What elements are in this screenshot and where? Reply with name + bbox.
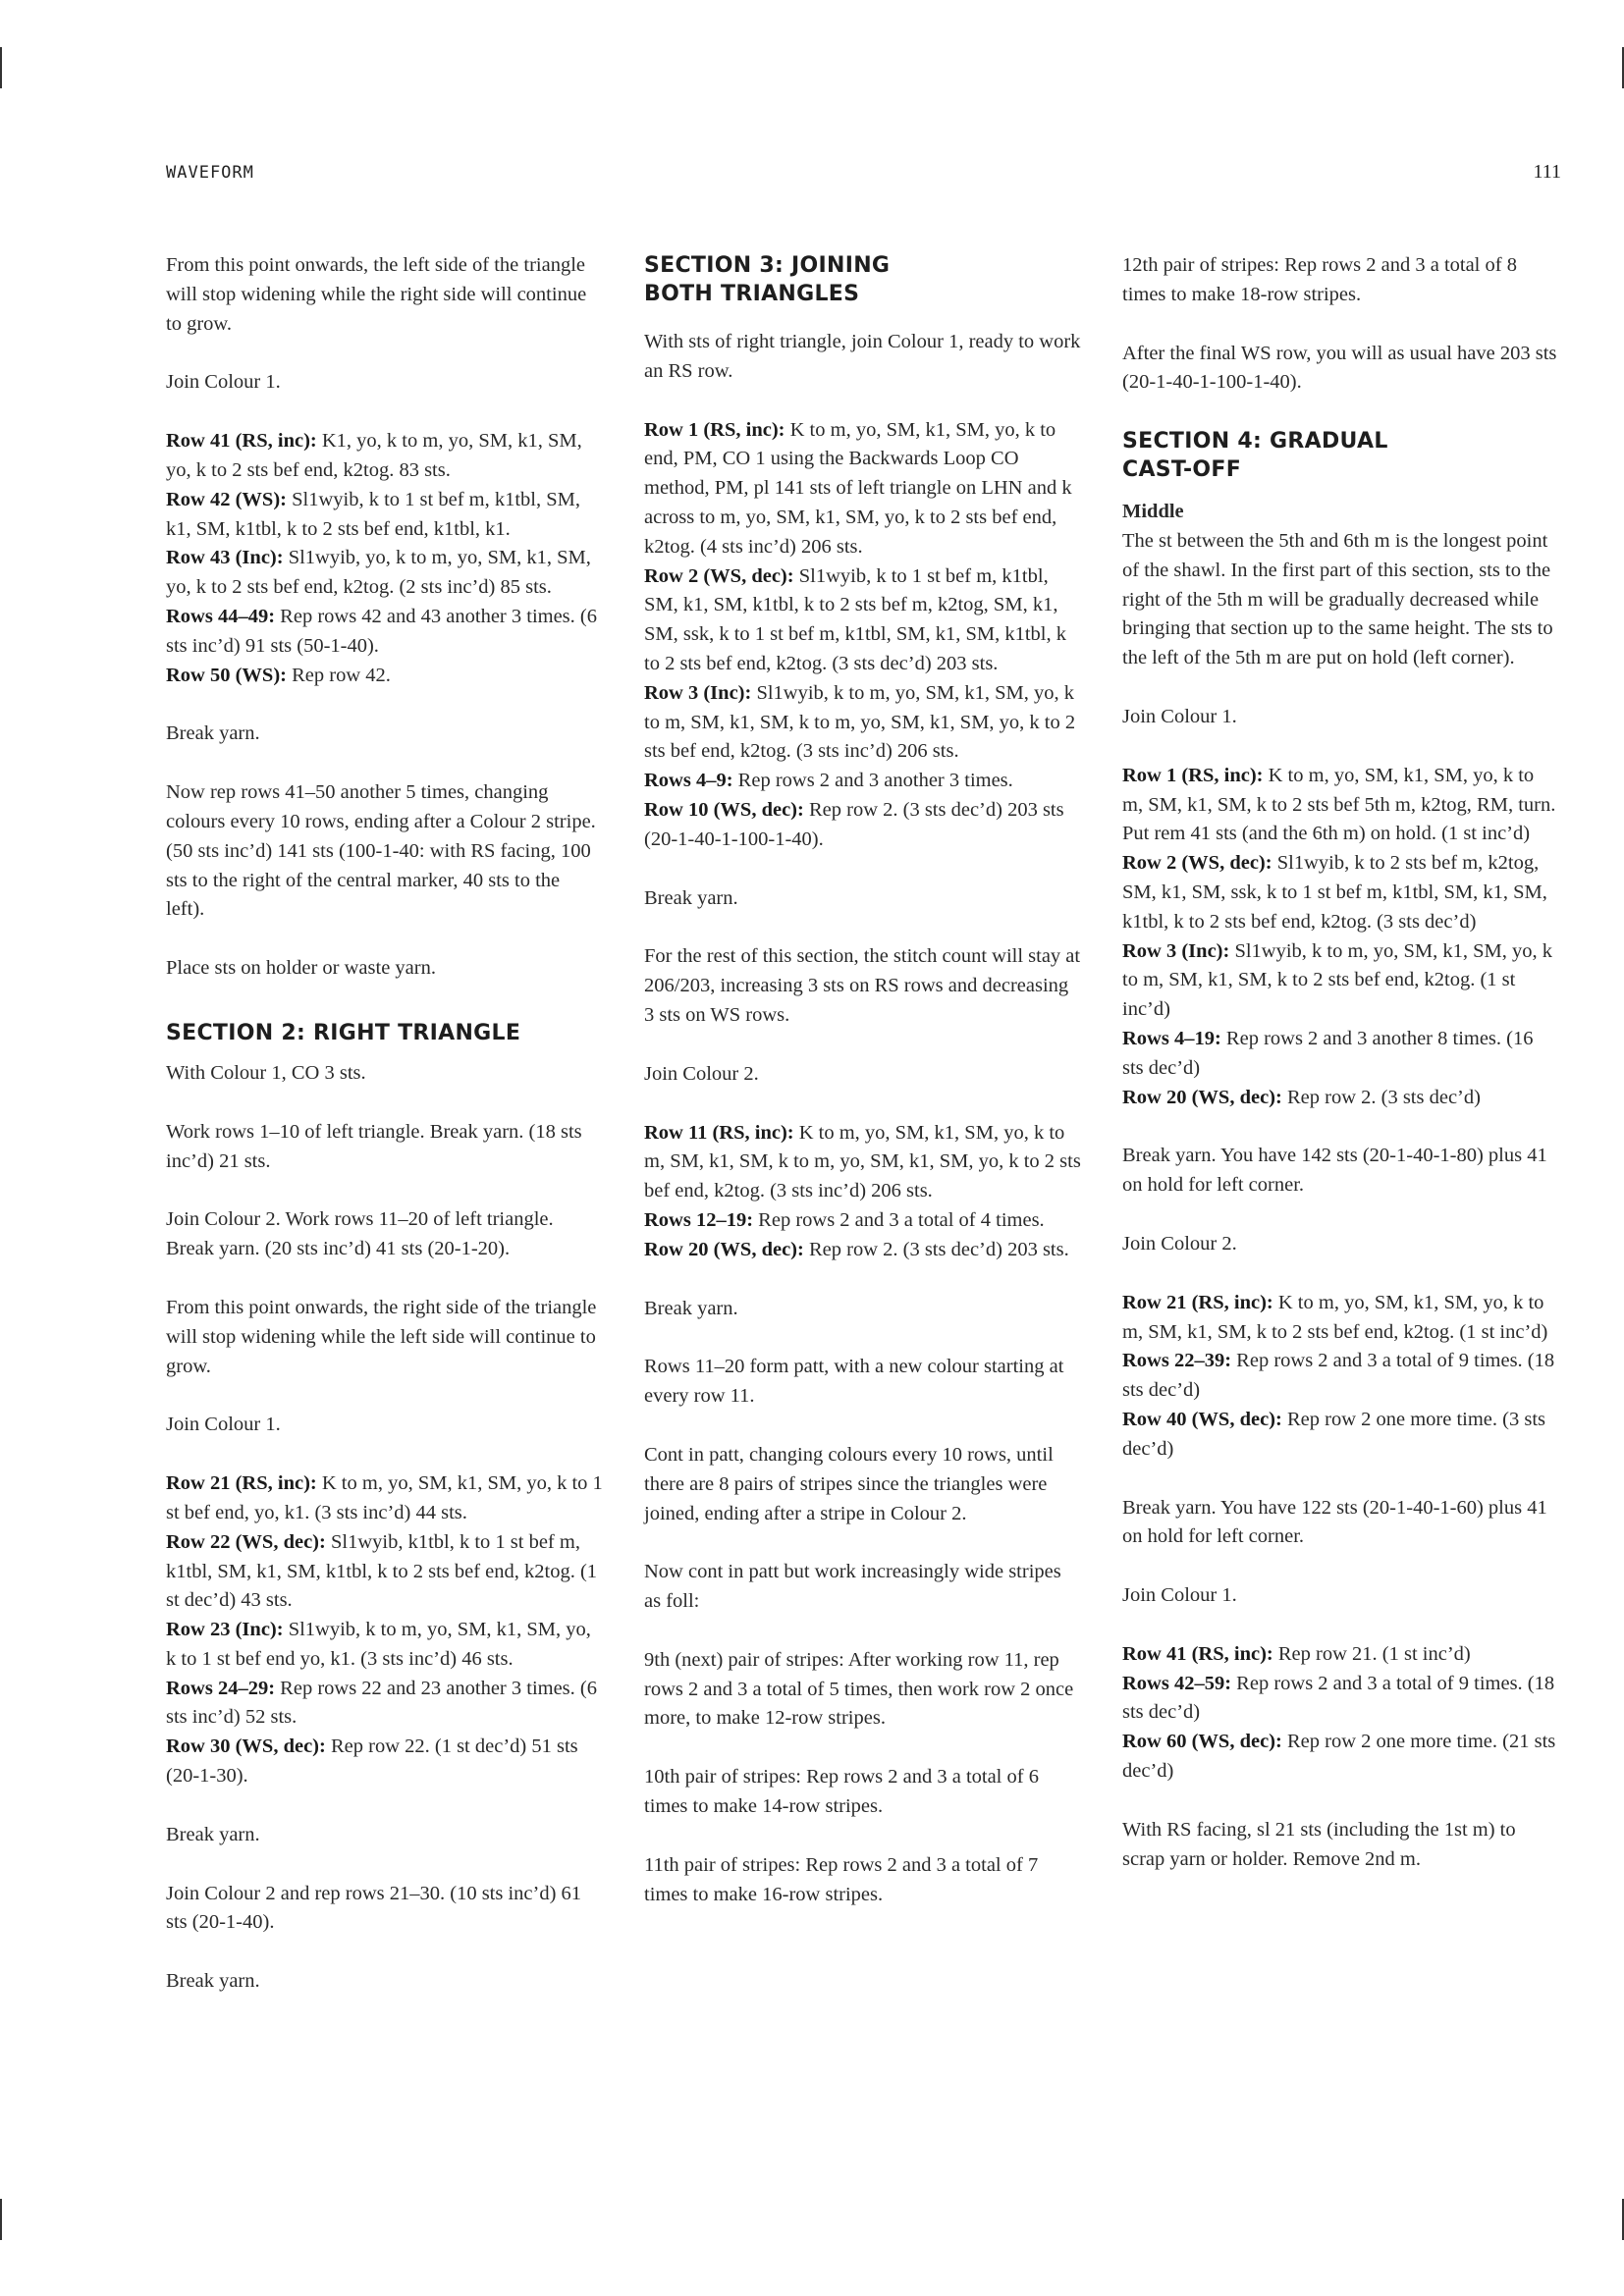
crop-mark-bottom-left: [0, 2199, 2, 2240]
paragraph: From this point onwards, the right side of the triangle will stop widening while the left side will continue to grow.: [166, 1296, 597, 1377]
column-2: [644, 251, 1081, 1939]
row-instructions: [166, 1469, 603, 1791]
paragraph: Break yarn. You have 142 sts (20-1-40-1-80) plus 41 on hold for left corner.: [1122, 1145, 1547, 1197]
instruction-row: Row 1 (RS, inc): K to m, yo, SM, k1, SM, yo, k to end, PM, CO 1 using the Backwards Loop CO method, PM, pl 141 sts of left triangle on LHN and k across to m, yo, SM, k1, SM, yo, k to 2 sts bef end, k2tog. (4 sts inc’d) 206 sts.: [644, 418, 1072, 558]
paragraph: Join Colour 2. Work rows 11–20 of left triangle. Break yarn. (20 sts inc’d) 41 sts (20-1-20).: [166, 1208, 554, 1260]
paragraph: Join Colour 1.: [166, 1414, 281, 1436]
paragraph: Cont in patt, changing colours every 10 rows, until there are 8 pairs of stripes since the triangles were joined, ending after a stripe in Colour 2.: [644, 1443, 1054, 1524]
instruction-row: Row 2 (WS, dec): Sl1wyib, k to 2 sts bef m, k2tog, SM, k1, SM, ssk, k to 1 st bef m, k1tbl, SM, k1, SM, k1tbl, k to 2 sts bef end, k2tog. (3 sts dec’d): [1122, 852, 1547, 933]
paragraph: Join Colour 2.: [644, 1062, 759, 1085]
instruction-row: Row 20 (WS, dec): Rep row 2. (3 sts dec’d) 203 sts.: [644, 1238, 1069, 1260]
paragraph: Place sts on holder or waste yarn.: [166, 957, 436, 980]
paragraph: Work rows 1–10 of left triangle. Break yarn. (18 sts inc’d) 21 sts.: [166, 1120, 582, 1172]
instruction-row: Row 11 (RS, inc): K to m, yo, SM, k1, SM, yo, k to m, SM, k1, SM, k to m, yo, SM, k1, SM, yo, k to 2 sts bef end, k2tog. (3 sts inc’d) 206 sts.: [644, 1121, 1081, 1202]
instruction-row: Rows 42–59: Rep rows 2 and 3 a total of 9 times. (18 sts dec’d): [1122, 1672, 1555, 1724]
paragraph: The st between the 5th and 6th m is the longest point of the shawl. In the first part of this section, sts to the right of the 5th m will be gradually decreased while bringing that section up to the same height. The sts to the left of the 5th m are put on hold (left corner).: [1122, 529, 1553, 669]
row-instructions: [644, 416, 1081, 855]
paragraph: 11th pair of stripes: Rep rows 2 and 3 a total of 7 times to make 16-row stripes.: [644, 1853, 1039, 1905]
paragraph: With RS facing, sl 21 sts (including the 1st m) to scrap yarn or holder. Remove 2nd m.: [1122, 1818, 1516, 1870]
instruction-row: Row 60 (WS, dec): Rep row 2 one more time. (21 sts dec’d): [1122, 1731, 1556, 1783]
page-number: 111: [1533, 161, 1561, 183]
instruction-row: Row 1 (RS, inc): K to m, yo, SM, k1, SM, yo, k to m, SM, k1, SM, k to 2 sts bef 5th m, k2tog, RM, turn. Put rem 41 sts (and the 6th m) on hold. (1 st inc’d): [1122, 764, 1556, 845]
row-instructions: [644, 1119, 1081, 1265]
instruction-row: Row 20 (WS, dec): Rep row 2. (3 sts dec’d): [1122, 1086, 1481, 1108]
instruction-row: Row 50 (WS): Rep row 42.: [166, 664, 391, 686]
row-instructions: [1122, 1289, 1559, 1465]
instruction-row: Rows 4–19: Rep rows 2 and 3 another 8 times. (16 sts dec’d): [1122, 1027, 1534, 1079]
paragraph: 10th pair of stripes: Rep rows 2 and 3 a total of 6 times to make 14-row stripes.: [644, 1766, 1039, 1818]
instruction-row: Row 41 (RS, inc): Rep row 21. (1 st inc’d): [1122, 1642, 1471, 1665]
paragraph: With Colour 1, CO 3 sts.: [166, 1061, 366, 1084]
paragraph: After the final WS row, you will as usual have 203 sts (20-1-40-1-100-1-40).: [1122, 342, 1557, 394]
paragraph: Join Colour 1.: [1122, 1584, 1237, 1607]
paragraph: Join Colour 1.: [1122, 705, 1237, 727]
instruction-row: Rows 44–49: Rep rows 42 and 43 another 3 times. (6 sts inc’d) 91 sts (50-1-40).: [166, 605, 597, 657]
paragraph: Break yarn.: [166, 722, 260, 745]
paragraph: Break yarn.: [166, 1970, 260, 1993]
paragraph: Now cont in patt but work increasingly wide stripes as foll:: [644, 1561, 1061, 1613]
instruction-row: Row 3 (Inc): Sl1wyib, k to m, yo, SM, k1, SM, yo, k to m, SM, k1, SM, k to m, yo, SM, k1, SM, yo, k to 2 sts bef end, k2tog. (3 sts inc’d) 206 sts.: [644, 681, 1076, 763]
paragraph: With sts of right triangle, join Colour 1, ready to work an RS row.: [644, 331, 1081, 382]
instruction-row: Rows 4–9: Rep rows 2 and 3 another 3 times.: [644, 770, 1013, 792]
instruction-row: Row 30 (WS, dec): Rep row 22. (1 st dec’d) 51 sts (20-1-30).: [166, 1735, 578, 1788]
instruction-row: Rows 24–29: Rep rows 22 and 23 another 3 times. (6 sts inc’d) 52 sts.: [166, 1677, 597, 1729]
instruction-row: Row 3 (Inc): Sl1wyib, k to m, yo, SM, k1, SM, yo, k to m, SM, k1, SM, k to 2 sts bef end, k2tog. (1 st inc’d): [1122, 939, 1552, 1021]
instruction-row: Row 43 (Inc): Sl1wyib, yo, k to m, yo, SM, k1, SM, yo, k to 2 sts bef end, k2tog. (2 sts inc’d) 85 sts.: [166, 547, 591, 599]
paragraph: Rows 11–20 form patt, with a new colour starting at every row 11.: [644, 1356, 1064, 1408]
section-heading: SECTION 2: RIGHT TRIANGLE: [166, 1020, 521, 1045]
crop-mark-top-left: [0, 47, 2, 88]
instruction-row: Rows 22–39: Rep rows 2 and 3 a total of 9 times. (18 sts dec’d): [1122, 1350, 1555, 1402]
subheading-middle: Middle: [1122, 501, 1184, 523]
row-instructions: [166, 427, 603, 690]
instruction-row: Row 2 (WS, dec): Sl1wyib, k to 1 st bef m, k1tbl, SM, k1, SM, k1tbl, k to 2 sts bef m, k2tog, SM, k1, SM, ssk, k to 1 st bef m, k1tbl, SM, k1, SM, k1tbl, k to 2 sts bef end, k2tog. (3 sts dec’d) 203 sts.: [644, 564, 1066, 674]
section-heading: SECTION 3: JOINING BOTH TRIANGLES: [644, 253, 891, 306]
column-1: [166, 251, 603, 2026]
paragraph: Break yarn. You have 122 sts (20-1-40-1-60) plus 41 on hold for left corner.: [1122, 1496, 1547, 1548]
instruction-row: Row 40 (WS, dec): Rep row 2 one more time. (3 sts dec’d): [1122, 1408, 1546, 1460]
row-instructions: [1122, 1640, 1559, 1787]
section-heading: SECTION 4: GRADUAL CAST-OFF: [1122, 429, 1388, 483]
paragraph: Break yarn.: [644, 1297, 738, 1319]
instruction-row: Row 10 (WS, dec): Rep row 2. (3 sts dec’d) 203 sts (20-1-40-1-100-1-40).: [644, 798, 1064, 850]
paragraph: Break yarn.: [644, 886, 738, 909]
instruction-row: Row 23 (Inc): Sl1wyib, k to m, yo, SM, k1, SM, yo, k to 1 st bef end yo, k1. (3 sts inc’d) 46 sts.: [166, 1619, 591, 1670]
instruction-row: Row 21 (RS, inc): K to m, yo, SM, k1, SM, yo, k to m, SM, k1, SM, k to 2 sts bef end, k2tog. (1 st inc’d): [1122, 1291, 1548, 1343]
paragraph: For the rest of this section, the stitch count will stay at 206/203, increasing 3 sts on RS rows and decreasing 3 sts on WS rows.: [644, 945, 1081, 1026]
column-3: [1122, 251, 1559, 1903]
instruction-row: Rows 12–19: Rep rows 2 and 3 a total of 4 times.: [644, 1208, 1045, 1231]
paragraph: 9th (next) pair of stripes: After working row 11, rep rows 2 and 3 a total of 5 times, then work row 2 once more, to make 12-row stripes.: [644, 1648, 1074, 1730]
running-title: WAVEFORM: [166, 163, 254, 183]
instruction-row: Row 41 (RS, inc): K1, yo, k to m, yo, SM, k1, SM, yo, k to 2 sts bef end, k2tog. 83 sts.: [166, 430, 582, 481]
paragraph: Join Colour 2.: [1122, 1232, 1237, 1255]
paragraph: Break yarn.: [166, 1823, 260, 1845]
paragraph: From this point onwards, the left side of the triangle will stop widening while the right side will continue to grow.: [166, 254, 587, 335]
instruction-row: Row 21 (RS, inc): K to m, yo, SM, k1, SM, yo, k to 1 st bef end, yo, k1. (3 sts inc’d) 44 sts.: [166, 1472, 603, 1523]
paragraph: Join Colour 2 and rep rows 21–30. (10 sts inc’d) 61 sts (20-1-40).: [166, 1882, 582, 1934]
instruction-row: Row 42 (WS): Sl1wyib, k to 1 st bef m, k1tbl, SM, k1, SM, k1tbl, k to 2 sts bef end, k1tbl, k1.: [166, 488, 580, 540]
paragraph: Join Colour 1.: [166, 371, 281, 394]
paragraph: 12th pair of stripes: Rep rows 2 and 3 a total of 8 times to make 18-row stripes.: [1122, 254, 1517, 305]
row-instructions: [1122, 762, 1559, 1113]
instruction-row: Row 22 (WS, dec): Sl1wyib, k1tbl, k to 1 st bef m, k1tbl, SM, k1, SM, k1tbl, k to 2 sts bef end, k2tog. (1 st dec’d) 43 sts.: [166, 1530, 598, 1612]
paragraph: Now rep rows 41–50 another 5 times, changing colours every 10 rows, ending after a Colour 2 stripe. (50 sts inc’d) 141 sts (100-1-40: with RS facing, 100 sts to the right of the central marker, 40 sts to the left).: [166, 781, 596, 921]
